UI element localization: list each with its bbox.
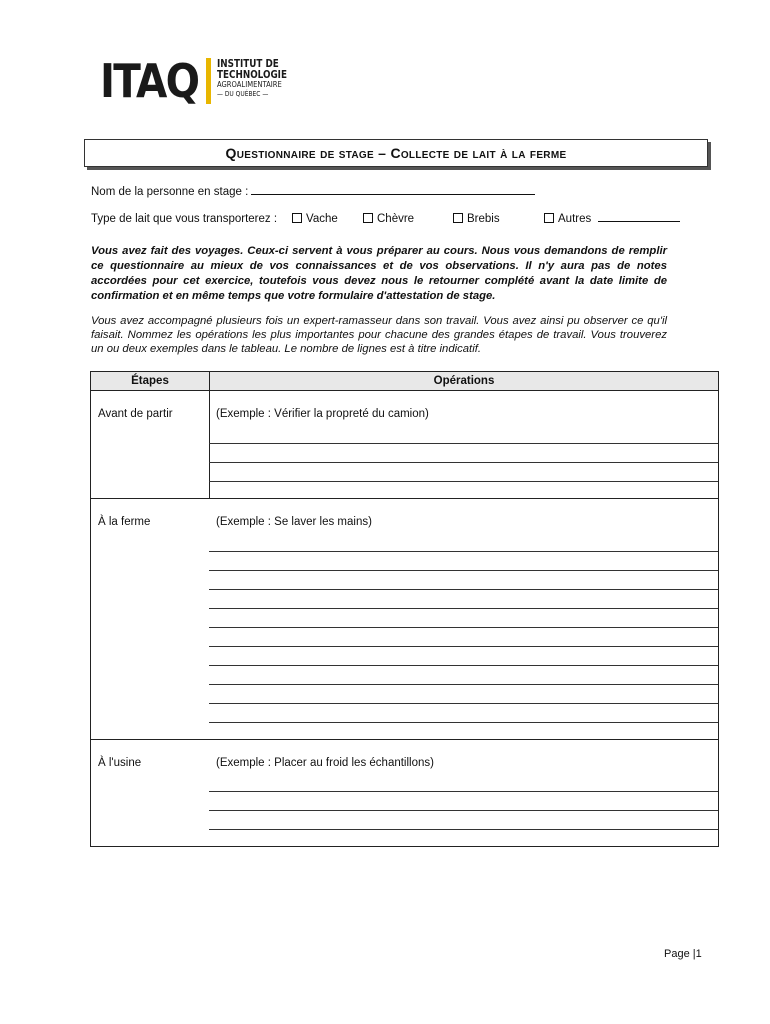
name-field-blank[interactable] [251, 194, 535, 195]
table-header [91, 372, 718, 391]
option-label: Chèvre [377, 213, 415, 225]
option-autres[interactable] [544, 213, 680, 225]
name-field-label: Nom de la personne en stage : [91, 186, 249, 198]
answer-line[interactable] [209, 791, 718, 792]
answer-line[interactable] [209, 443, 718, 444]
intro-paragraph-bold: Vous avez fait des voyages. Ceux-ci servent à vous préparer au cours. Nous vous demandons de remplir ce questionnaire au mieux de vos connaissances et de vos observations. Il n'y aura pas de notes accordées pour cet exercice, toutefois vous devez nous le retourner complété avant la date limite de confirmation et en même temps que votre formulaire d'attestation de stage. [91, 245, 667, 302]
operations-table [90, 371, 719, 847]
logo-mark: ITAQ [100, 54, 199, 108]
row-divider [91, 498, 718, 499]
option-label: Brebis [467, 213, 500, 225]
page-number: Page |1 [664, 948, 702, 960]
option-label: Vache [306, 213, 338, 225]
logo-line-1: INSTITUT DE [216, 57, 279, 70]
stage-a-la-ferme: À la ferme [98, 516, 151, 528]
logo-accent-bar [206, 58, 211, 104]
itaq-logo [100, 54, 304, 108]
column-header-operations: Opérations [433, 375, 495, 387]
column-header-etapes: Étapes [91, 372, 210, 390]
answer-line[interactable] [209, 722, 718, 723]
answer-line[interactable] [209, 703, 718, 704]
intro-paragraph: Vous avez accompagné plusieurs fois un expert-ramasseur dans son travail. Vous avez ainsi pu observer ce qu'il faisait. Nommez les opérations les plus importantes pour chacune des grandes étapes de travail. Vous trouverez un ou deux exemples dans le tableau. Le nombre de lignes est à titre indicatif. [91, 315, 667, 355]
checkbox-icon[interactable] [292, 213, 302, 223]
answer-line[interactable] [209, 608, 718, 609]
answer-line[interactable] [209, 627, 718, 628]
option-vache[interactable] [292, 213, 338, 225]
option-label: Autres [558, 213, 592, 225]
answer-line[interactable] [209, 551, 718, 552]
option-brebis[interactable] [453, 213, 500, 225]
checkbox-icon[interactable] [453, 213, 463, 223]
document-title: Questionnaire de stage – Collecte de lait à la ferme [84, 139, 708, 167]
example-a-l-usine: (Exemple : Placer au froid les échantillons) [216, 757, 434, 769]
logo-line-3: AGROALIMENTAIRE [216, 80, 282, 89]
answer-line[interactable] [209, 665, 718, 666]
stage-avant-de-partir: Avant de partir [98, 408, 173, 420]
answer-line[interactable] [209, 481, 718, 482]
option-chevre[interactable] [363, 213, 414, 225]
stage-a-l-usine: À l'usine [98, 757, 142, 769]
autres-blank[interactable] [598, 221, 680, 222]
row-divider [91, 739, 718, 740]
example-avant-de-partir: (Exemple : Vérifier la propreté du camion) [216, 408, 429, 420]
milk-type-label: Type de lait que vous transporterez : [91, 213, 278, 225]
logo-line-4: — DU QUÉBEC — [216, 90, 268, 98]
logo-text [217, 58, 304, 99]
answer-line[interactable] [209, 646, 718, 647]
answer-line[interactable] [209, 829, 718, 830]
answer-line[interactable] [209, 570, 718, 571]
name-field-row [91, 186, 535, 198]
answer-line[interactable] [209, 462, 718, 463]
answer-line[interactable] [209, 684, 718, 685]
logo-line-2: TECHNOLOGIE [216, 68, 287, 81]
example-a-la-ferme: (Exemple : Se laver les mains) [216, 516, 372, 528]
answer-line[interactable] [209, 589, 718, 590]
answer-line[interactable] [209, 810, 718, 811]
checkbox-icon[interactable] [363, 213, 373, 223]
checkbox-icon[interactable] [544, 213, 554, 223]
